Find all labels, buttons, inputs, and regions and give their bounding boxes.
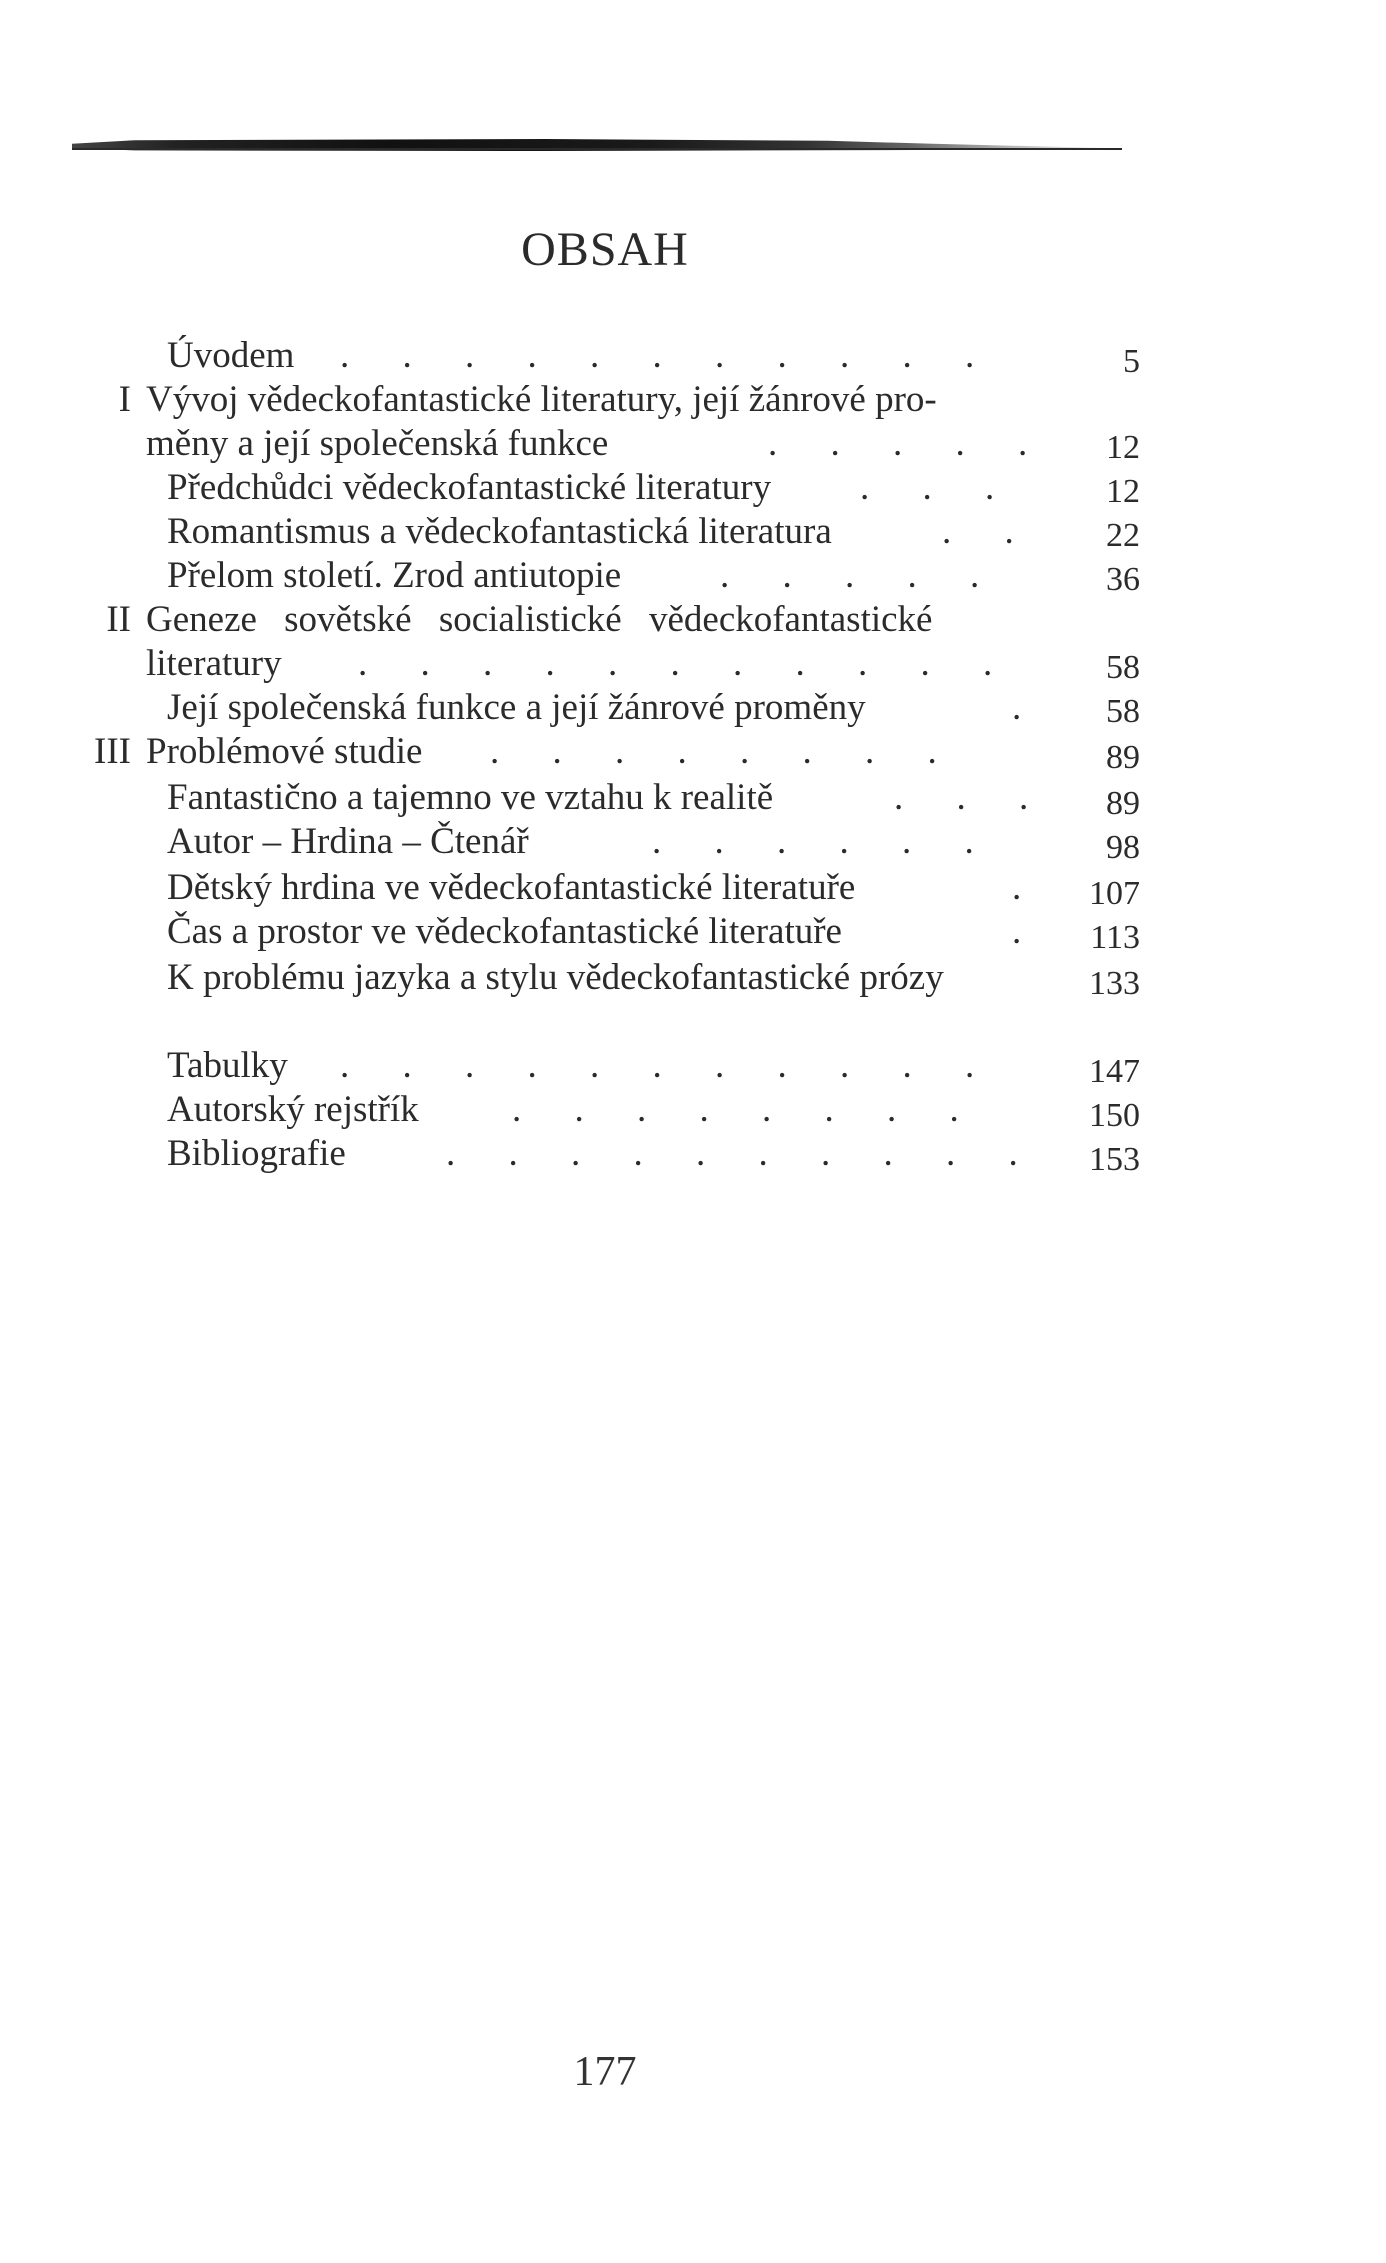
toc-entry-text: Úvodem xyxy=(167,335,295,376)
toc-entry-dots: . xyxy=(1012,867,1044,908)
toc-entry-dots: . . . xyxy=(894,777,1051,818)
toc-entry-dots: . . . . . . . . . . . xyxy=(340,1045,997,1086)
toc-entry-page: 12 xyxy=(1106,429,1140,466)
toc-entry-dots: . . . . . . . . xyxy=(490,731,959,772)
toc-entry xyxy=(0,378,1386,422)
toc-entry xyxy=(0,510,1386,554)
toc-entry xyxy=(0,776,1386,820)
toc-entry-text: Geneze sovětské socialistické vědeckofantastické xyxy=(146,599,933,640)
toc-entry-page: 147 xyxy=(1089,1053,1140,1090)
toc-entry xyxy=(0,1132,1386,1176)
toc-entry-text: Předchůdci vědeckofantastické literatury xyxy=(167,467,772,508)
toc-entry xyxy=(0,334,1386,378)
toc-entry-text: Problémové studie xyxy=(146,731,423,772)
toc-entry-page: 22 xyxy=(1106,517,1140,554)
toc-entry xyxy=(0,466,1386,510)
toc-entry-page: 153 xyxy=(1089,1141,1140,1178)
toc-entry-text: Autor – Hrdina – Čtenář xyxy=(167,821,529,862)
page-number: 177 xyxy=(573,2049,637,2095)
toc-entry xyxy=(0,554,1386,598)
toc-entry-text: Fantastično a tajemno ve vztahu k realitě xyxy=(167,777,774,818)
toc-entry xyxy=(0,1088,1386,1132)
toc-entry-text: Vývoj vědeckofantastické literatury, její žánrové pro- xyxy=(146,379,937,420)
toc-entry-dots: . . . . . . xyxy=(652,821,996,862)
toc-entry-text: literatury xyxy=(146,643,282,684)
toc-entry-text: měny a její společenská funkce xyxy=(146,423,609,464)
toc-entry xyxy=(0,956,1386,1000)
toc-entry-page: 12 xyxy=(1106,473,1140,510)
toc-entry-dots: . . . . . xyxy=(720,555,1002,596)
toc-entry-text: Bibliografie xyxy=(167,1133,346,1174)
toc-entry-text: Romantismus a vědeckofantastická literatura xyxy=(167,511,832,552)
toc-entry-page: 58 xyxy=(1106,693,1140,730)
toc-entry xyxy=(0,686,1386,730)
toc-entry-page: 113 xyxy=(1090,919,1140,956)
toc-entry-page: 58 xyxy=(1106,649,1140,686)
toc-entry-text: Tabulky xyxy=(167,1045,288,1086)
toc-entry-page: 89 xyxy=(1106,785,1140,822)
page-title: OBSAH xyxy=(521,223,689,276)
toc-entry-dots: . . xyxy=(942,511,1036,552)
toc-entry-dots: . . . . . . . . xyxy=(512,1089,981,1130)
toc-entry-text: Přelom století. Zrod antiutopie xyxy=(167,555,622,596)
toc-entry-text: K problému jazyka a stylu vědeckofantastické prózy xyxy=(167,957,944,998)
toc-entry xyxy=(0,910,1386,954)
toc-entry-number: III xyxy=(94,731,131,772)
toc-entry-page: 150 xyxy=(1089,1097,1140,1134)
toc-entry-dots: . . . . . . . . . . . xyxy=(358,643,1015,684)
toc-entry xyxy=(0,642,1386,686)
toc-entry xyxy=(0,598,1386,642)
toc-entry-dots: . . . xyxy=(860,467,1017,508)
toc-entry xyxy=(0,730,1386,774)
toc-entry-page: 107 xyxy=(1089,875,1140,912)
toc-entry-page: 133 xyxy=(1089,965,1140,1002)
toc-entry-dots: . xyxy=(1012,911,1044,952)
toc-entry-page: 36 xyxy=(1106,561,1140,598)
toc-entry-page: 89 xyxy=(1106,739,1140,776)
toc-entry-dots: . . . . . . . . . . . xyxy=(340,335,997,376)
toc-entry-page: 98 xyxy=(1106,829,1140,866)
toc-entry-dots: . . . . . . . . . . xyxy=(446,1133,1040,1174)
toc-entry-number: II xyxy=(106,599,131,640)
toc-entry-dots: . . . . . xyxy=(768,423,1050,464)
toc-entry xyxy=(0,820,1386,864)
toc-entry xyxy=(0,1044,1386,1088)
toc-entry-page: 5 xyxy=(1123,343,1140,380)
toc-entry-number: I xyxy=(118,379,131,420)
toc-entry-text: Dětský hrdina ve vědeckofantastické literatuře xyxy=(167,867,856,908)
toc-entry xyxy=(0,422,1386,466)
toc-entry-text: Její společenská funkce a její žánrové proměny xyxy=(167,687,866,728)
toc-entry-dots: . xyxy=(1012,687,1044,728)
toc-entry xyxy=(0,866,1386,910)
toc-entry-text: Autorský rejstřík xyxy=(167,1089,419,1130)
toc-entry-text: Čas a prostor ve vědeckofantastické literatuře xyxy=(167,911,842,952)
